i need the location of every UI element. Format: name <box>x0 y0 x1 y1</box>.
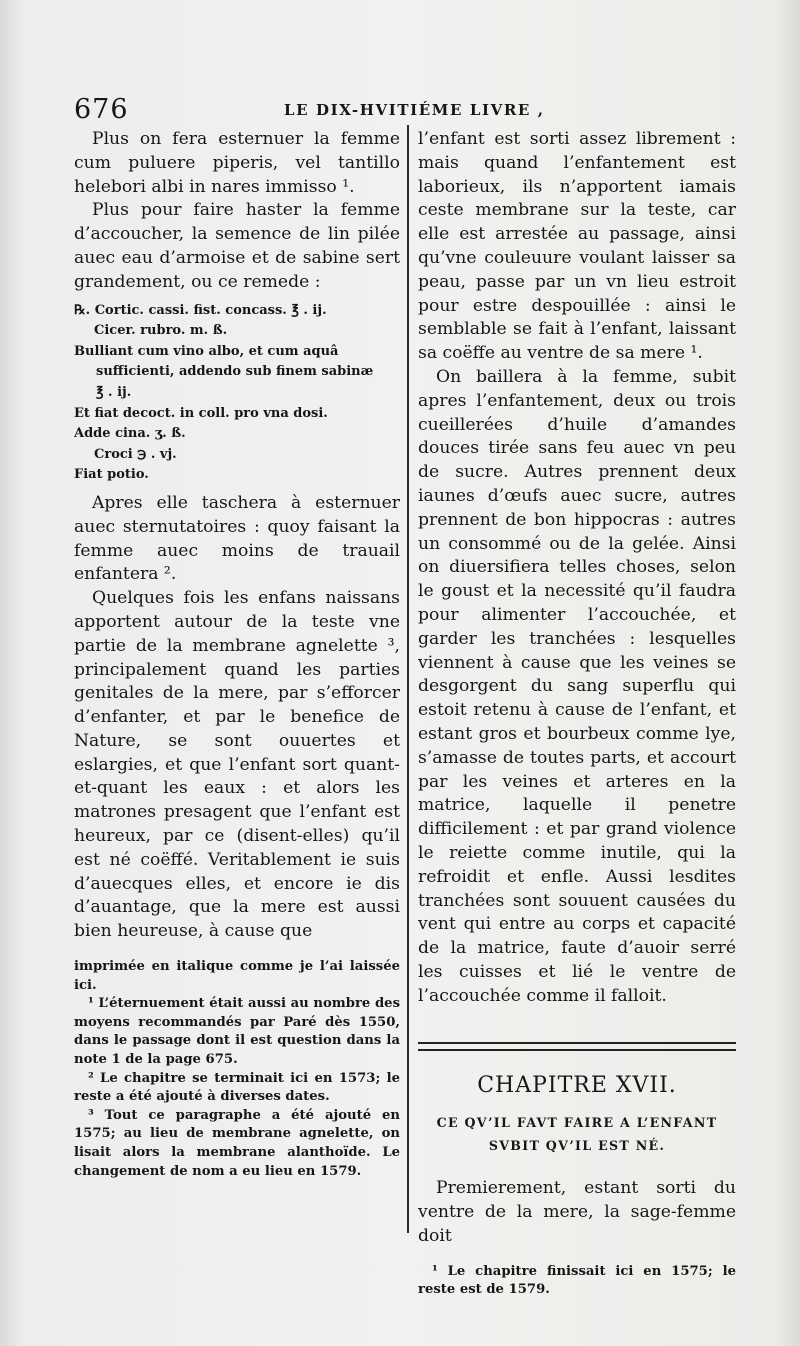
paragraph-sneezing: Plus on fera esternuer la femme cum puluere piperis, vel tantillo helebori albi in nares immisso ¹. <box>74 129 400 197</box>
section-rule <box>418 1042 736 1051</box>
running-title: LE DIX-HVITIÉME LIVRE , <box>284 101 545 119</box>
column-divider <box>407 125 409 1233</box>
footnote: ² Le chapitre se terminait ici en 1573; le reste a été ajouté à diverses dates. <box>74 1070 400 1105</box>
chapter-title: CHAPITRE XVII. <box>477 1073 677 1099</box>
footnote: ¹ L’éternuement était aussi au nombre des moyens recommandés par Paré dès 1550, dans le passage dont il est question dans la note 1 de la page 675. <box>74 996 400 1068</box>
paragraph-caul: Quelques fois les enfans naissans apportent autour de la teste vne partie de la membrane agnelette ³, principalement quand les parties genitales de la mere, par s’efforcer d’enfanter, et par le benefice de Nature, se sont ouuertes et eslargies, et que l’enfant sort quant-et-quant les eaux : et alors les matrones presagent que l’enfant est heureux, par ce (disent-elles) qu’il est né coëffé. Veritablement ie suis d’auecques elles, et encore ie dis d’auantage, que la mere est aussi bien heureuse, à cause que <box>74 588 400 942</box>
recipe-line: Cicer. rubro. m. ß. <box>94 323 228 339</box>
recipe-line: sufficienti, addendo sub finem sabinæ <box>96 364 374 380</box>
paragraph-sternutatoires: Apres elle taschera à esternuer auec sternutatoires : quoy faisant la femme auec moins de trauail enfantera ². <box>74 492 400 585</box>
footnotes <box>74 958 400 1181</box>
page-number: 676 <box>74 94 129 125</box>
recipe <box>74 301 400 486</box>
recipe-line: ℞. Cortic. cassi. fist. concass. ℥ . ij. <box>74 302 327 318</box>
paragraph-after-delivery: On baillera à la femme, subit apres l’enfantement, deux ou trois cueillerées d’huile d’amandes douces tirée sans feu auec vn peu de sucre. Autres prennent deux iaunes d’œufs auec sucre, autres prennent de bon hippocras : autres un consommé ou de la gelée. Ainsi on diuersifiera telles choses, selon le goust et la necessité qu’il faudra pour alimenter l’accouchée, et garder les tranchées : lesquelles viennent à cause que les veines se desgorgent du sang superflu qui estoit retenu à cause de l’enfant, et estant gros et bourbeux comme lye, s’amasse de toutes parts, et accourt par les veines et arteres en la matrice, laquelle il penetre difficilement : et par grand violence le reiette comme inutile, qui la refroidit et enfle. Aussi lesdites tranchées sont souuent causées du vent qui entre au corps et capacité de la matrice, faute d’auoir serré les cuisses et lié le ventre de l’accouchée comme il falloit. <box>418 366 736 1006</box>
recipe-line: ℥ . ij. <box>96 384 132 400</box>
paragraph-chapter-start: Premierement, estant sorti du ventre de la mere, la sage-femme doit <box>418 1178 736 1247</box>
chapter-subtitle: CE QV’IL FAVT FAIRE A L’ENFANT SVBIT QV’IL EST NÉ. <box>436 1115 718 1154</box>
recipe-line: Bulliant cum vino albo, et cum aquâ <box>74 343 339 359</box>
recipe-line: Croci ℈ . vj. <box>94 446 177 462</box>
recipe-line: Adde cina. ʒ. ß. <box>74 426 186 442</box>
footnote: ¹ Le chapitre finissait ici en 1575; le reste est de 1579. <box>418 1263 736 1298</box>
right-column <box>418 128 736 1300</box>
paragraph-hasten-delivery: Plus pour faire haster la femme d’accoucher, la semence de lin pilée auec eau d’armoise et de sabine sert grandement, ou ce remede : <box>74 200 400 292</box>
footnote-continuation: imprimée en italique comme je l’ai laissée ici. <box>74 959 400 993</box>
recipe-line: Et fiat decoct. in coll. pro vna dosi. <box>74 405 328 421</box>
left-column <box>74 128 400 1181</box>
recipe-line: Fiat potio. <box>74 467 149 483</box>
footnote: ³ Tout ce paragraphe a été ajouté en 1575; au lieu de membrane agnelette, on lisait alors la membrane alanthoïde. Le changement de nom a eu lieu en 1579. <box>74 1107 400 1179</box>
page-header <box>74 94 764 128</box>
paragraph-caul-continued: l’enfant est sorti assez librement : mais quand l’enfantement est laborieux, ils n’apportent iamais ceste membrane sur la teste, car elle est arrestée au passage, ainsi qu’vne couleuure voulant laisser sa peau, passe par un vn lieu estroit pour estre despouillée : ainsi le semblable se fait à l’enfant, laissant sa coëffe au ventre de sa mere ¹. <box>418 129 736 364</box>
